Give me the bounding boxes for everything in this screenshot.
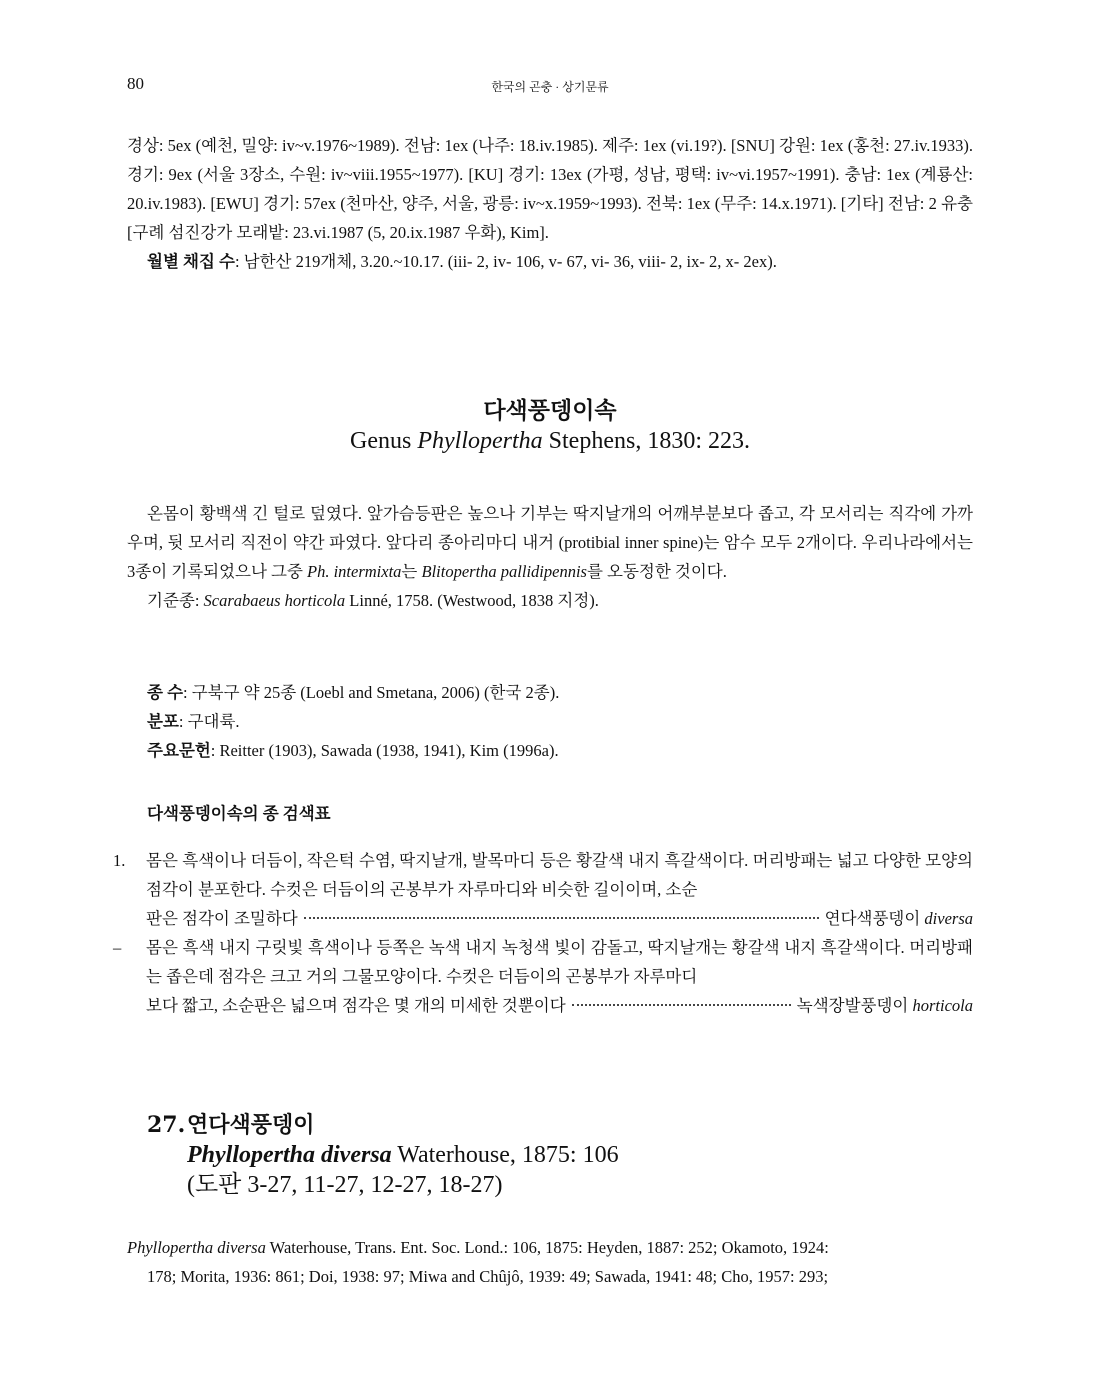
- monthly-text: : 남한산 219개체, 3.20.~10.17. (iii- 2, iv- 106, v- 67, vi- 36, viii- 2, ix- 2, x- 2ex).: [234, 252, 777, 271]
- species-name-ko: 연다색풍뎅이: [187, 1112, 315, 1138]
- genus-name: Phyllopertha: [417, 428, 543, 454]
- literature-label: 주요문헌: [147, 741, 211, 760]
- genus-author: Stephens, 1830: 223.: [542, 428, 750, 454]
- type-species: [127, 586, 973, 615]
- key-item-result-line: [146, 904, 973, 933]
- dot-leader: [304, 917, 819, 919]
- key-item-result-line: [146, 991, 973, 1020]
- key-item-result: 녹색장발풍뎅이 horticola: [796, 996, 973, 1015]
- species-count: [127, 678, 973, 707]
- type-name: Scarabaeus horticola: [203, 591, 346, 610]
- key-item: [113, 933, 973, 1020]
- species-heading: [147, 1110, 619, 1200]
- synonymy-line-1: [127, 1233, 973, 1262]
- key-item: [113, 846, 973, 933]
- dot-leader: [572, 1004, 791, 1006]
- species-key: [113, 846, 973, 1020]
- key-item-mark: 1.: [113, 851, 126, 870]
- key-item-last: 보다 짧고, 소순판은 넓으며 점각은 몇 개의 미세한 것뿐이다: [146, 996, 566, 1015]
- species-count-label: 종 수: [147, 683, 184, 702]
- main-literature: [127, 736, 973, 765]
- key-title: 다색풍뎅이속의 종 검색표: [147, 804, 331, 823]
- type-rest: Linné, 1758. (Westwood, 1838 지정).: [345, 591, 599, 610]
- records-section: [127, 131, 973, 276]
- genus-prefix: Genus: [350, 428, 418, 454]
- desc-italic-1: Ph. intermixta: [307, 562, 402, 581]
- type-label: 기준종:: [147, 591, 204, 610]
- desc-text-1: 온몸이 황백색 긴 털로 덮였다. 앞가슴등판은 높으나 기부는 딱지날개의 어깨부분보다 좁고, 각 모서리는 직각에 가까우며, 뒷 모서리 직전이 약간 파였다. 앞다리 종아리마디 내거 (protibial inner spine)는 암수 모두 2개이다. 우리나라에서는 3종이 기록되었으나 그중: [127, 504, 973, 581]
- key-item-mark: –: [113, 938, 122, 957]
- key-item-text: 몸은 흑색이나 더듬이, 작은턱 수염, 딱지날개, 발목마디 등은 황갈색 내지 흑갈색이다. 머리방패는 넓고 다양한 모양의 점각이 분포한다. 수컷은 더듬이의 곤봉부가 자루마디와 비슷한 길이이며, 소순: [146, 851, 973, 899]
- key-item-text: 몸은 흑색 내지 구릿빛 흑색이나 등쪽은 녹색 내지 녹청색 빛이 감돌고, 딱지날개는 황갈색 내지 흑갈색이다. 머리방패는 좁은데 점각은 크고 거의 그물모양이다. 수컷은 더듬이의 곤봉부가 자루마디: [146, 938, 973, 986]
- desc-text-2: 는: [401, 562, 422, 581]
- distribution-label: 분포: [147, 712, 179, 731]
- synonymy: [127, 1233, 973, 1291]
- genus-subtitle: [0, 428, 1100, 455]
- synonymy-line-2: 178; Morita, 1936: 861; Doi, 1938: 97; Miwa and Chûjô, 1939: 49; Sawada, 1941: 48; Cho, 1957: 293;: [147, 1267, 829, 1286]
- species-plates: (도판 3-27, 11-27, 12-27, 18-27): [187, 1172, 503, 1198]
- distribution: [127, 707, 973, 736]
- running-head: 한국의 곤충 · 상기문류: [491, 80, 609, 94]
- species-sci-author: Waterhouse, 1875: 106: [391, 1142, 619, 1168]
- genus-description: [127, 499, 973, 586]
- literature-text: : Reitter (1903), Sawada (1938, 1941), Kim (1996a).: [210, 741, 559, 760]
- distribution-text: : 구대륙.: [178, 712, 240, 731]
- synonymy-text-1: Waterhouse, Trans. Ent. Soc. Lond.: 106, 1875: Heyden, 1887: 252; Okamoto, 1924:: [265, 1238, 829, 1257]
- species-title: [147, 1110, 619, 1140]
- genus-info-section: [127, 678, 973, 765]
- key-item-last: 판은 점각이 조밀하다: [146, 909, 298, 928]
- monthly-collection: [127, 247, 973, 276]
- collection-records: 경상: 5ex (예천, 밀양: iv~v.1976~1989). 전남: 1ex (나주: 18.iv.1985). 제주: 1ex (vi.19?). [SNU] 강원: 1ex (홍천: 27.iv.1933). 경기: 9ex (서울 3장소, 수원: iv~viii.1955~1977). [KU] 경기: 13ex (가평, 성남, 평택: iv~vi.1957~1991). 충남: 1ex (계룡산: 20.iv.1983). [EWU] 경기: 57ex (천마산, 양주, 서울, 광릉: iv~x.1959~1993). 전북: 1ex (무주: 14.x.1971). [기타] 전남: 2 유충 [구례 섬진강가 모래밭: 23.vi.1987 (5, 20.ix.1987 우화), Kim].: [127, 136, 973, 242]
- species-number: 27.: [147, 1112, 186, 1138]
- species-scientific: [147, 1140, 619, 1170]
- genus-description-section: [127, 499, 973, 615]
- synonymy-name: Phyllopertha diversa: [127, 1238, 266, 1257]
- genus-title: 다색풍뎅이속: [483, 397, 617, 424]
- page-number: 80: [127, 74, 144, 93]
- desc-text-3: 를 오동정한 것이다.: [586, 562, 727, 581]
- key-item-result: 연다색풍뎅이 diversa: [824, 909, 973, 928]
- species-sci-name: Phyllopertha diversa: [187, 1142, 392, 1168]
- monthly-label: 월별 채집 수: [147, 252, 235, 271]
- species-count-text: : 구북구 약 25종 (Loebl and Smetana, 2006) (한국 2종).: [183, 683, 560, 702]
- desc-italic-2: Blitopertha pallidipennis: [421, 562, 587, 581]
